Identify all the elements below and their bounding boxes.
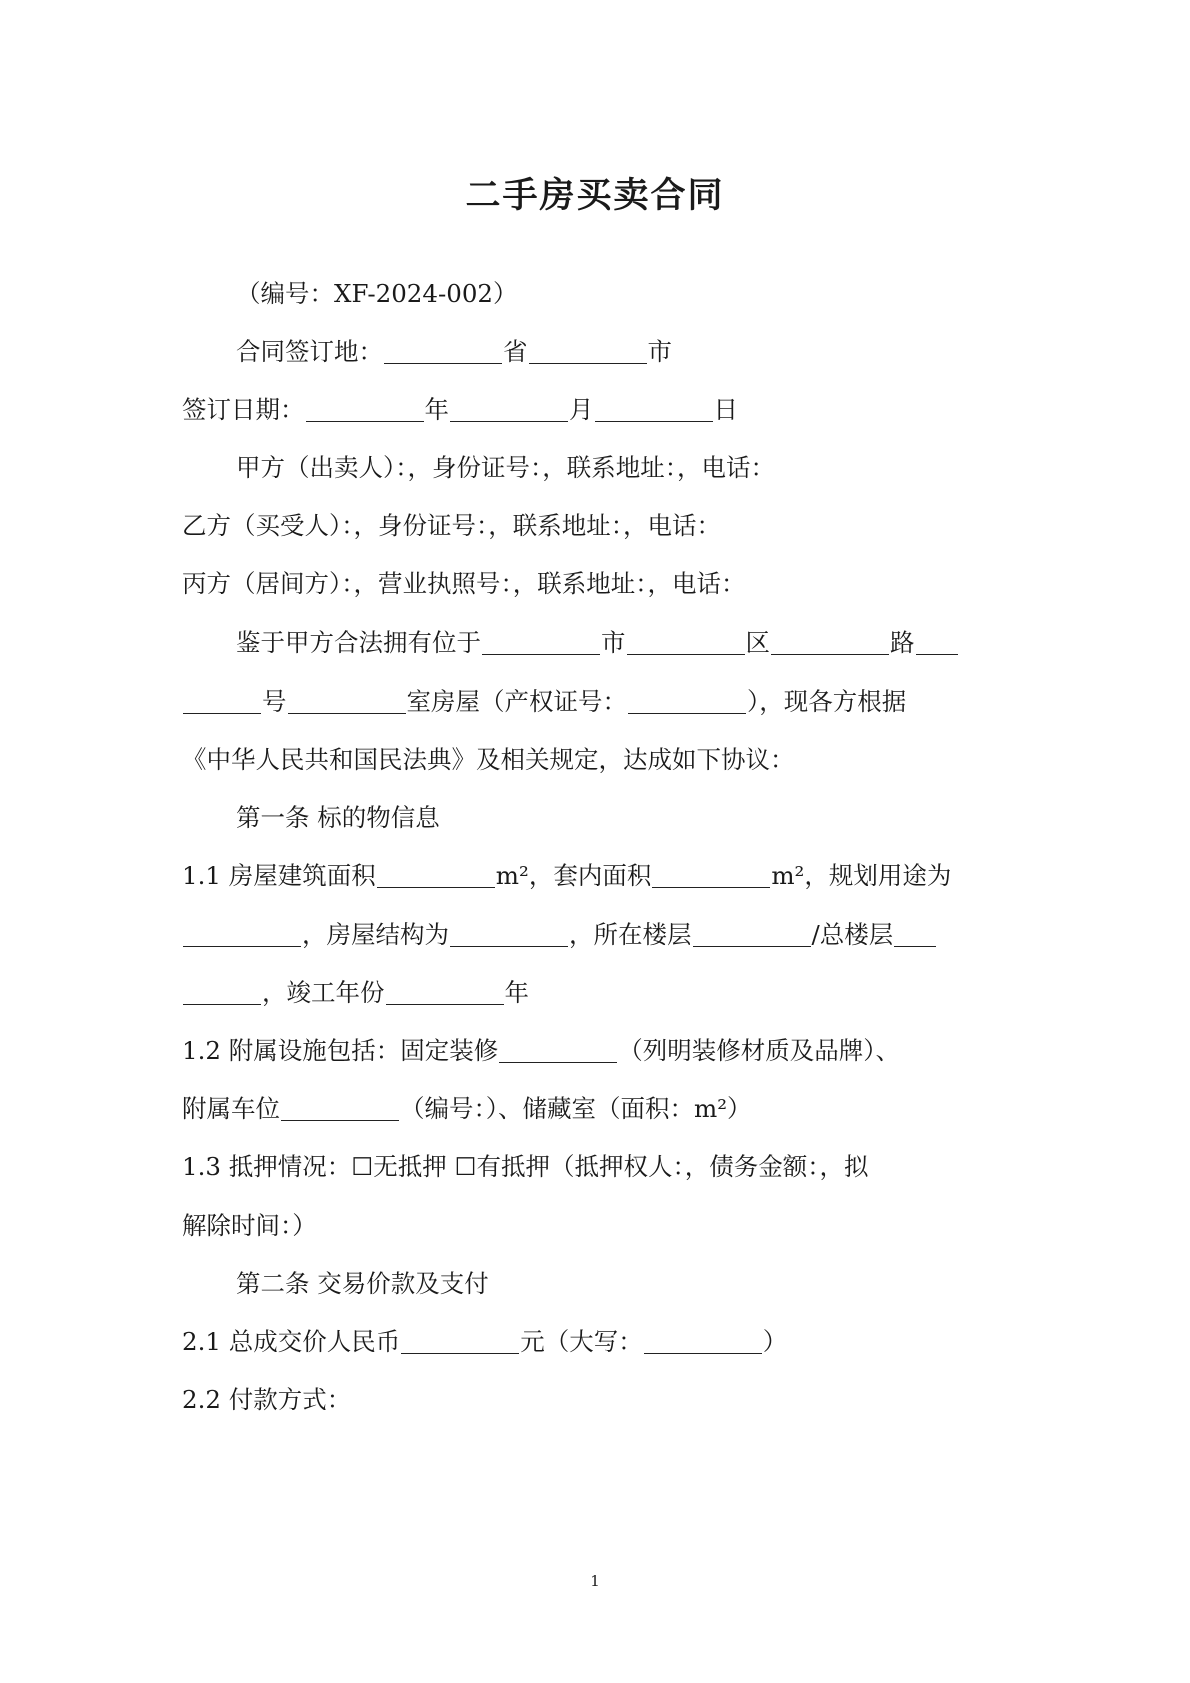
text: /总楼层	[811, 920, 894, 949]
signing-date	[182, 394, 1012, 426]
clause-1-2-line-1	[182, 1035, 1012, 1067]
text: 市	[601, 628, 626, 657]
article-2-heading: 第二条 交易价款及支付	[236, 1269, 489, 1298]
blank-field[interactable]	[529, 337, 647, 364]
clause-1-1-line-1	[182, 860, 1012, 892]
blank-field[interactable]	[499, 1036, 617, 1063]
party-c: 丙方（居间方）：，营业执照号：，联系地址：，电话：	[182, 569, 746, 598]
blank-field[interactable]	[377, 861, 495, 888]
text: 区	[745, 628, 770, 657]
text: 路	[890, 628, 915, 657]
label: 签订日期：	[182, 395, 305, 424]
blank-field[interactable]	[401, 1327, 519, 1354]
text: 1.1 房屋建筑面积	[182, 861, 376, 890]
page-title: 二手房买卖合同	[465, 176, 725, 216]
preamble-line-1	[236, 627, 1066, 659]
clause-2-2: 2.2 付款方式：	[182, 1385, 352, 1414]
label: 年	[424, 395, 449, 424]
text: m²，规划用途为	[771, 861, 952, 890]
text: （列明装修材质及品牌）、	[618, 1036, 900, 1065]
blank-field[interactable]	[450, 920, 568, 947]
clause-1-3-line-2: 解除时间：）	[182, 1211, 317, 1240]
blank-field[interactable]	[306, 395, 424, 422]
blank-field[interactable]	[386, 978, 504, 1005]
blank-field[interactable]	[281, 1094, 399, 1121]
text: 附属车位	[182, 1094, 280, 1123]
blank-field[interactable]	[183, 920, 301, 947]
text: 室房屋（产权证号：	[406, 687, 627, 716]
signing-place	[236, 336, 1066, 368]
blank-field[interactable]	[644, 1327, 762, 1354]
text: 元（大写：	[520, 1327, 643, 1356]
text: ，房屋结构为	[302, 920, 449, 949]
blank-field[interactable]	[595, 395, 713, 422]
text: 年	[504, 978, 529, 1007]
preamble-line-2	[182, 686, 1012, 718]
clause-1-3-line-1: 1.3 抵押情况：☐无抵押 ☐有抵押（抵押权人：，债务金额：，拟	[182, 1152, 869, 1181]
blank-field[interactable]	[771, 628, 889, 655]
blank-field[interactable]	[384, 337, 502, 364]
blank-field[interactable]	[627, 628, 745, 655]
blank-field[interactable]	[628, 687, 746, 714]
clause-1-2-line-2	[182, 1093, 1012, 1125]
party-b: 乙方（买受人）：，身份证号：，联系地址：，电话：	[182, 511, 721, 540]
blank-field[interactable]	[652, 861, 770, 888]
blank-field[interactable]	[183, 687, 261, 714]
text: 号	[262, 687, 287, 716]
label: 省	[503, 337, 528, 366]
blank-field[interactable]	[693, 920, 811, 947]
text: 2.1 总成交价人民币	[182, 1327, 401, 1356]
clause-2-1	[182, 1326, 1012, 1358]
text: 鉴于甲方合法拥有位于	[236, 628, 481, 657]
text: ）	[762, 1327, 788, 1356]
label: 合同签订地：	[236, 337, 383, 366]
text: 1.2 附属设施包括：固定装修	[182, 1036, 499, 1065]
blank-field[interactable]	[916, 628, 958, 655]
clause-1-1-line-2	[182, 919, 1012, 951]
text: ，竣工年份	[262, 978, 385, 1007]
blank-field[interactable]	[450, 395, 568, 422]
party-a: 甲方（出卖人）：，身份证号：，联系地址：，电话：	[236, 453, 775, 482]
label: 日	[713, 395, 738, 424]
clause-1-1-line-3	[182, 977, 1012, 1009]
blank-field[interactable]	[482, 628, 600, 655]
text: m²，套内面积	[495, 861, 652, 890]
article-1-heading: 第一条 标的物信息	[236, 803, 440, 832]
text: ），现各方根据	[747, 687, 907, 716]
preamble-line-3: 《中华人民共和国民法典》及相关规定，达成如下协议：	[182, 745, 795, 774]
label: 月	[569, 395, 594, 424]
page-number: 1	[590, 1572, 600, 1590]
label: 市	[647, 337, 672, 366]
blank-field[interactable]	[288, 687, 406, 714]
text: （编号：）、储藏室（面积：m²）	[400, 1094, 752, 1123]
blank-field[interactable]	[894, 920, 936, 947]
text: ，所在楼层	[569, 920, 692, 949]
contract-number: （编号：XF-2024-002）	[236, 279, 518, 308]
blank-field[interactable]	[183, 978, 261, 1005]
